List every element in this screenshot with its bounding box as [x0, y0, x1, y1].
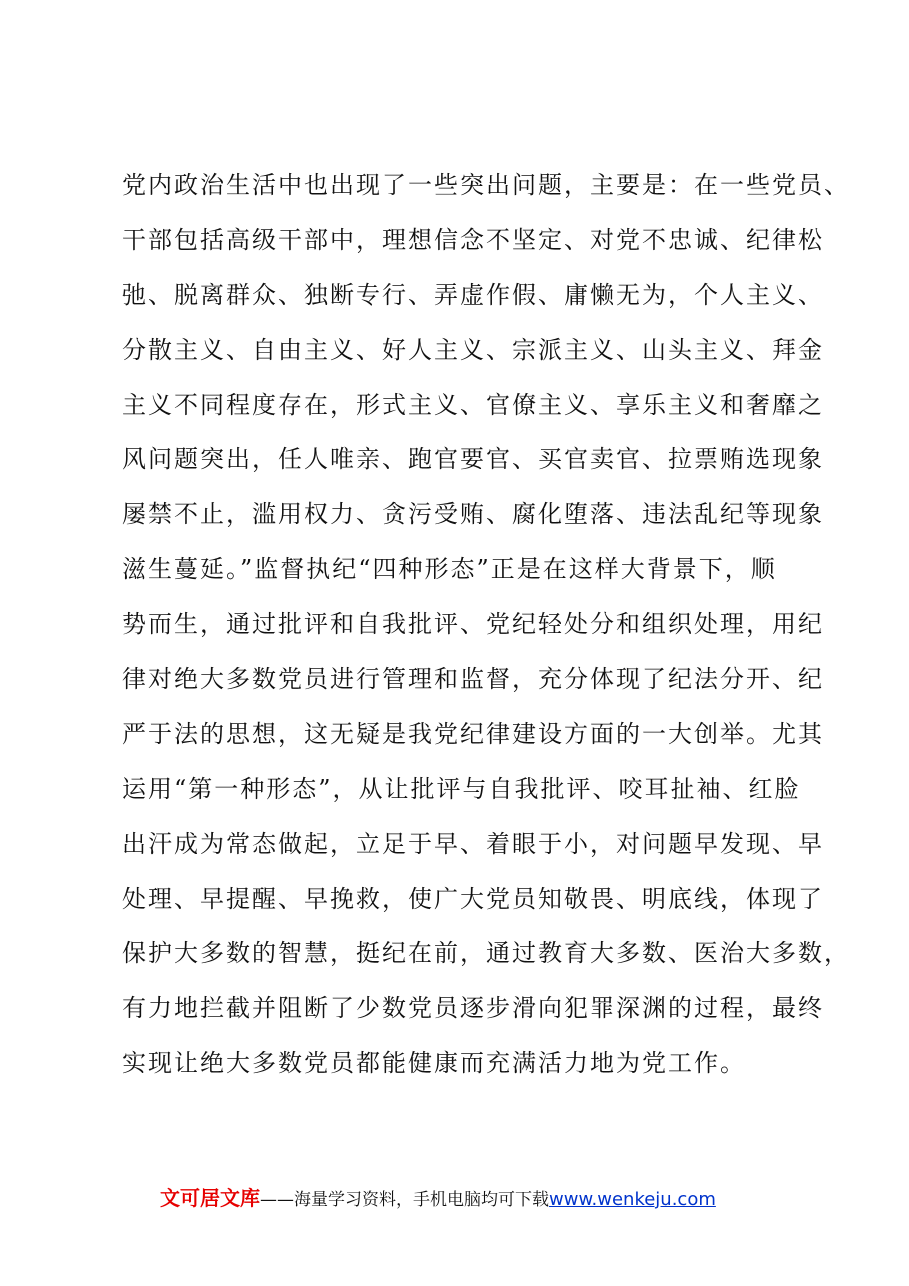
paragraph-line: 出汗成为常态做起，立足于早、着眼于小，对问题早发现、早: [122, 829, 824, 858]
paragraph-line: 风问题突出，任人唯亲、跑官要官、买官卖官、拉票贿选现象: [122, 445, 824, 474]
paragraph-line: 运用“第一种形态”，从让批评与自我批评、咬耳扯袖、红脸: [122, 774, 801, 803]
body-paragraph: [122, 158, 850, 1091]
paragraph-line: 律对绝大多数党员进行管理和监督，充分体现了纪法分开、纪: [122, 665, 824, 694]
paragraph-line: 实现让绝大多数党员都能健康而充满活力地为党工作。: [122, 1049, 746, 1078]
website-link[interactable]: www.wenkeju.com: [549, 1189, 716, 1210]
paragraph-line: 有力地拦截并阻断了少数党员逐步滑向犯罪深渊的过程，最终: [122, 994, 824, 1023]
footer-banner: [160, 1183, 780, 1213]
paragraph-line: 严于法的思想，这无疑是我党纪律建设方面的一大创举。尤其: [122, 719, 824, 748]
paragraph-line: 干部包括高级干部中，理想信念不坚定、对党不忠诚、纪律松: [122, 225, 824, 254]
paragraph-line: 屡禁不止，滥用权力、贪污受贿、腐化堕落、违法乱纪等现象: [122, 500, 824, 529]
paragraph-line: 分散主义、自由主义、好人主义、宗派主义、山头主义、拜金: [122, 335, 824, 364]
footer-dash: ——: [260, 1190, 294, 1210]
footer-tagline: 海量学习资料，手机电脑均可下载: [294, 1190, 549, 1210]
paragraph-line: 处理、早提醒、早挽救，使广大党员知敬畏、明底线，体现了: [122, 884, 824, 913]
brand-name: 文可居文库: [160, 1186, 260, 1210]
paragraph-line: 主义不同程度存在，形式主义、官僚主义、享乐主义和奢靡之: [122, 390, 824, 419]
paragraph-line: 势而生，通过批评和自我批评、党纪轻处分和组织处理，用纪: [122, 610, 824, 639]
paragraph-line: 滋生蔓延。”监督执纪“四种形态”正是在这样大背景下，顺: [122, 555, 777, 584]
paragraph-line: 弛、脱离群众、独断专行、弄虚作假、庸懒无为，个人主义、: [122, 280, 824, 309]
paragraph-line: 保护大多数的智慧，挺纪在前，通过教育大多数、医治大多数，: [122, 939, 850, 968]
paragraph-line: 党内政治生活中也出现了一些突出问题，主要是：在一些党员、: [122, 171, 850, 199]
